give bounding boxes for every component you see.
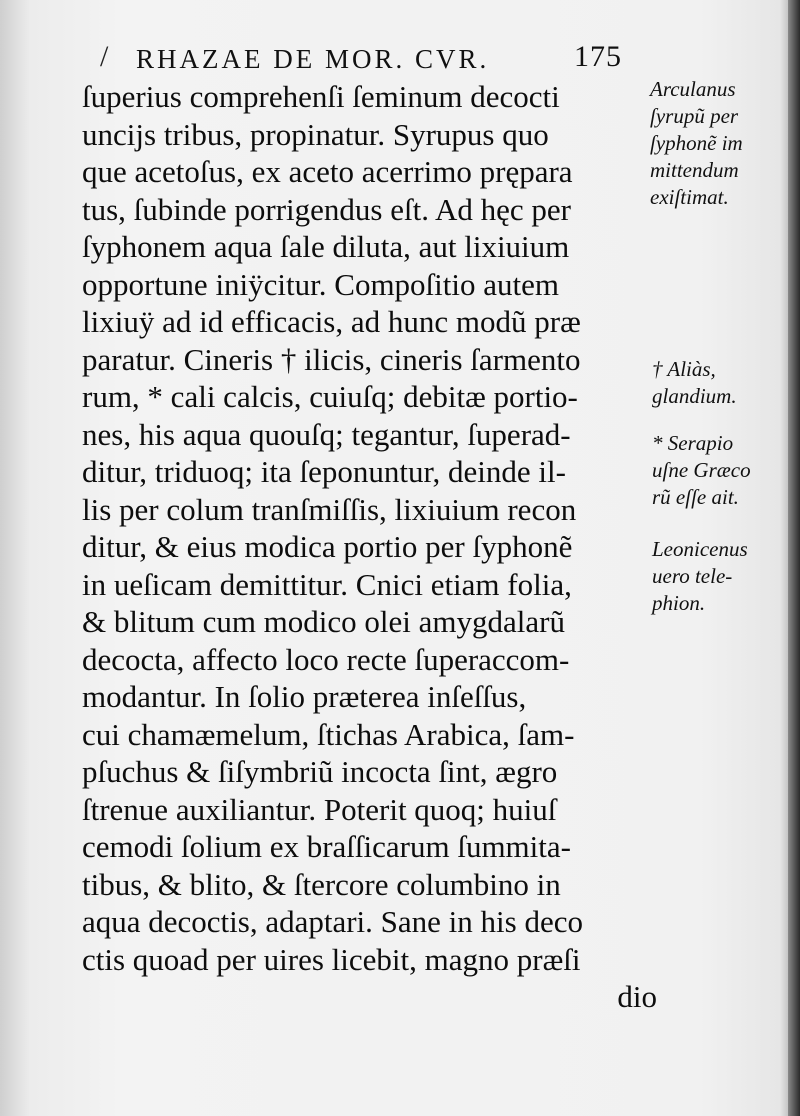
- text-line: decocta, affecto loco recte ſuperaccom-: [82, 641, 570, 677]
- text-line: uncijs tribus, propinatur. Syrupus quo: [82, 116, 549, 152]
- text-line: que acetoſus, ex aceto acerrimo prępara: [82, 154, 573, 189]
- margin-line: rũ eſſe ait.: [652, 485, 739, 509]
- marginal-note-arculanus: [650, 76, 743, 211]
- text-line: paratur. Cineris † ilicis, cineris ſarmento: [82, 341, 581, 377]
- folio-number: 175: [574, 40, 622, 73]
- text-line: cui chamæmelum, ſtichas Arabica, ſam-: [82, 716, 575, 752]
- marginal-note-serapio: [652, 430, 751, 511]
- marginal-note-alias: [652, 356, 737, 410]
- margin-line: ſyrupũ per: [650, 104, 739, 128]
- page-mark: /: [100, 40, 109, 73]
- main-text-block: [82, 78, 657, 1016]
- margin-line: Leonicenus: [652, 537, 748, 561]
- text-line: opportune iniÿcitur. Compoſitio autem: [82, 266, 560, 302]
- text-line: in ueſicam demittitur. Cnici etiam folia,: [82, 566, 572, 602]
- margin-line: phion.: [652, 591, 706, 615]
- text-line: nes, his aqua quouſq; tegantur, ſuperad-: [82, 416, 571, 452]
- text-line: ditur, triduoq; ita ſeponuntur, deinde il-: [82, 454, 566, 489]
- running-title: RHAZAE DE MOR. CVR.: [136, 44, 490, 74]
- text-line-catchword: dio: [617, 979, 657, 1014]
- margin-line: ſyphonẽ im: [650, 131, 743, 155]
- margin-line: † Aliàs,: [652, 357, 716, 381]
- text-line: tus, ſubinde porrigendus eſt. Ad hęc per: [82, 191, 572, 227]
- running-header: [136, 40, 636, 75]
- text-line: ctis quoad per uires licebit, magno præſi: [82, 941, 581, 977]
- text-line: modantur. In ſolio præterea inſeſſus,: [82, 679, 527, 714]
- marginal-note-leonicenus: [652, 536, 748, 617]
- text-line: ſyphonem aqua ſale diluta, aut lixiuium: [82, 229, 570, 264]
- text-line: ſtrenue auxiliantur. Poterit quoq; huiuſ: [82, 791, 557, 827]
- margin-line: exiſtimat.: [650, 185, 729, 209]
- text-line: lixiuÿ ad id efficacis, ad hunc modũ præ: [82, 304, 581, 339]
- margin-line: glandium.: [652, 384, 737, 408]
- margin-line: * Serapio: [652, 431, 734, 455]
- margin-line: mittendum: [650, 158, 739, 182]
- text-line: rum, * cali calcis, cuiuſq; debitæ portio-: [82, 379, 578, 414]
- text-line: pſuchus & ſiſymbriũ incocta ſint, ægro: [82, 754, 558, 789]
- text-line: ſuperius comprehenſi ſeminum decocti: [82, 79, 560, 114]
- text-line: aqua decoctis, adaptari. Sane in his deco: [82, 904, 583, 939]
- text-line: lis per colum tranſmiſſis, lixiuium recon: [82, 491, 577, 527]
- text-line: cemodi ſolium ex braſſicarum ſummita-: [82, 829, 571, 864]
- margin-line: uero tele-: [652, 564, 733, 588]
- page-edge-shadow: [788, 0, 800, 1116]
- margin-line: Arculanus: [650, 77, 736, 101]
- margin-line: uſne Græco: [652, 458, 751, 482]
- text-line: ditur, & eius modica portio per ſyphonẽ: [82, 529, 573, 564]
- text-line: & blitum cum modico olei amygdalarũ: [82, 604, 565, 639]
- text-line: tibus, & blito, & ſtercore columbino in: [82, 866, 561, 902]
